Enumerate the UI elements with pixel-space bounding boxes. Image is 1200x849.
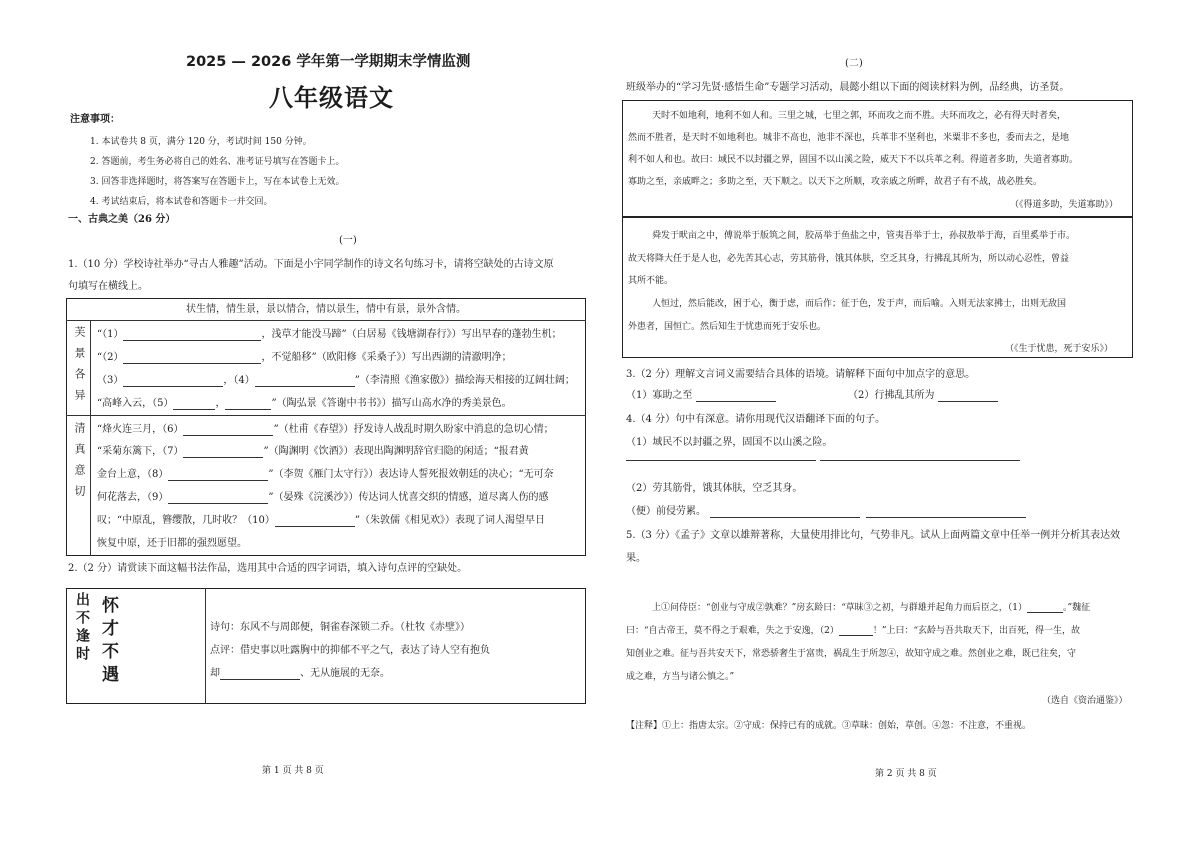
q3-answer-2[interactable] xyxy=(938,392,998,402)
right-page-footer: 第 2 页 共 8 页 xyxy=(875,769,937,779)
g1-line-2: “（2） ，不觉船移”（欧阳修《采桑子》）写出西湖的清澈明净； xyxy=(97,352,512,363)
q1-intro: 1.（10 分）学校诗社举办“寻古人雅趣”活动。下面是小宇同学制作的诗文名句练习卡，请将空缺处的古诗文原 xyxy=(68,259,554,270)
answer-blank-6[interactable] xyxy=(183,426,273,436)
passage-3-blank-2[interactable] xyxy=(839,626,873,636)
table-header: 状生情，情生景，景以情合，情以景生，情中有景，景外含情。 xyxy=(186,304,466,315)
q4-answer-1b[interactable] xyxy=(820,460,1020,461)
q3-prompt: 3.（2 分）理解文言词义需要结合具体的语境。请解释下面句中加点字的意思。 xyxy=(626,369,976,380)
notice-1: 1. 本试卷共 8 页，满分 120 分，考试时间 150 分钟。 xyxy=(90,137,312,147)
calligraphy-text-left: 出不逢时 xyxy=(74,592,90,664)
answer-blank-5b[interactable] xyxy=(225,400,271,410)
section-1-heading: 一、古典之美（26 分） xyxy=(68,214,176,225)
passage-2-source: （《生于忧患，死于安乐》） xyxy=(1005,344,1114,354)
g2-line-4: 何花落去，（9） ”（晏殊《浣溪沙》）传达词人忧喜交织的情感，道尽离人伤的感 xyxy=(97,492,549,503)
group-1-label: 芙景各异 xyxy=(73,326,86,410)
passage-2-line-5: 外患者，国恒亡。然后知生于忧患而死于安乐也。 xyxy=(628,322,827,332)
q4-item-2-cont: （便）前侵劳累。 xyxy=(626,506,1026,518)
passage-3-line-3: 知创业之难。征与吾共安天下，常恐骄奢生于富贵，祸乱生于所忽④，故知守成之难。然创业之难，既已往矣，守 xyxy=(626,649,1077,659)
q4-answer-1a[interactable] xyxy=(626,460,816,461)
g2-line-3: 金台上意，（8） ”（李贺《雁门太守行》）表达诗人誓死报效朝廷的决心；“无可奈 xyxy=(97,469,554,480)
q2-answer-blank[interactable] xyxy=(220,670,300,680)
passage-3-blank-1[interactable] xyxy=(1027,603,1063,613)
answer-blank-10[interactable] xyxy=(275,517,355,527)
passage-2-line-4: 人恒过，然后能改，困于心，衡于虑，而后作；征于色，发于声，而后喻。入则无法家拂士，出则无敌国 xyxy=(652,299,1067,309)
passage-3-line-4: 成之难，方当与诸公慎之。” xyxy=(626,672,735,682)
q3-item-2: （2）行拂乱其所为 xyxy=(848,390,998,402)
comment-line-2: 却 、无从施展的无奈。 xyxy=(210,668,390,679)
group-2-label: 清真意切 xyxy=(73,422,86,506)
calligraphy-text-right: 怀才不遇 xyxy=(98,596,118,688)
notice-heading: 注意事项： xyxy=(70,114,120,125)
answer-blank-3[interactable] xyxy=(123,377,223,387)
g2-line-1: “烽火连三月，（6） ”（杜甫《春望》）抒发诗人战乱时期久盼家中消息的急切心情； xyxy=(97,424,554,435)
g1-line-4: “高峰入云，（5） ， ”（陶弘景《答谢中书书》）描写山高水净的秀美景色。 xyxy=(97,398,512,409)
q3-answer-1[interactable] xyxy=(696,392,776,402)
q4-item-1: （1）域民不以封疆之界，固国不以山溪之险。 xyxy=(626,437,833,448)
passage-1-line-2: 然而不胜者，是天时不如地利也。城非不高也，池非不深也，兵革非不坚利也，米粟非不多也，委而去之，是地 xyxy=(628,133,1070,143)
passage-2-line-3: 其所不能。 xyxy=(628,276,674,286)
q2-intro: 2.（2 分）请赏读下面这幅书法作品，选用其中合适的四字词语，填入诗句点评的空缺处。 xyxy=(68,563,468,574)
poem-line: 诗句：东风不与周郎便，铜雀春深锁二乔。（杜牧《赤壁》） xyxy=(210,622,470,633)
table-divider xyxy=(66,320,586,321)
part-1-mark: (一) xyxy=(339,235,357,246)
q4-answer-2a[interactable] xyxy=(710,508,860,518)
exam-title: 2025 — 2026 学年第一学期期末学情监测 xyxy=(186,54,471,70)
left-page-footer: 第 1 页 共 8 页 xyxy=(262,766,324,776)
notice-3: 3. 回答非选择题时，将答案写在答题卡上，写在本试卷上无效。 xyxy=(90,177,345,187)
g1-line-3: （3） ，（4） ”（李清照《渔家傲》）描绘海天相接的辽阔壮阔； xyxy=(97,375,575,386)
answer-blank-1[interactable] xyxy=(123,331,261,341)
g2-line-2: “采菊东篱下，（7） ”（陶渊明《饮酒》）表现出陶渊明辞官归隐的闲适；“报君黄 xyxy=(97,446,529,457)
q5-prompt: 5.（3 分）《孟子》文章以雄辩著称，大量使用排比句，气势非凡。试从上面两篇文章中任举一例并分析其表达效 xyxy=(626,530,1121,541)
answer-blank-5a[interactable] xyxy=(173,400,215,410)
q4-item-2: （2）劳其筋骨，饿其体肤，空乏其身。 xyxy=(626,483,803,494)
q1-intro-cont: 句填写在横线上。 xyxy=(68,281,148,292)
passage-3-line-2: 曰：“自古帝王，莫不得之于艰难，失之于安逸，（2） ！”上曰：“玄龄与吾共取天下，出百死，得一生，故 xyxy=(626,626,1081,636)
calligraphy-artwork xyxy=(72,592,202,700)
table-divider xyxy=(66,415,586,416)
answer-blank-2[interactable] xyxy=(123,354,261,364)
g1-line-1: “（1） ，浅草才能没马蹄”（白居易《钱塘湖春行》）写出早春的蓬勃生机； xyxy=(97,329,562,340)
q3-item-1: （1）寡助之至 xyxy=(626,390,776,402)
annotations: 【注释】①上：指唐太宗。②守成：保持已有的成就。③草昧：创始，草创。④忽：不注意，不重视。 xyxy=(626,721,1032,731)
comment-line-1: 点评：借史事以吐露胸中的抑郁不平之气，表达了诗人空有抱负 xyxy=(210,645,490,656)
passage-1-source: （《得道多助，失道寡助》） xyxy=(1010,200,1119,210)
notice-4: 4. 考试结束后，将本试卷和答题卡一并交回。 xyxy=(90,197,273,207)
answer-blank-9[interactable] xyxy=(168,494,268,504)
passage-2-line-2: 故天将降大任于是人也，必先苦其心志，劳其筋骨，饿其体肤，空乏其身，行拂乱其所为，所以动心忍性，曾益 xyxy=(628,254,1070,264)
notice-2: 2. 答题前，考生务必将自己的姓名、准考证号填写在答题卡上。 xyxy=(90,157,345,167)
g2-line-5: 叹；“中原乱，簪缨散，几时收？（10） ”（朱敦儒《相见欢》）表现了词人渴望早日 xyxy=(97,515,545,526)
answer-blank-7[interactable] xyxy=(183,448,263,458)
passage-1-line-1: 天时不如地利，地利不如人和。三里之城，七里之郭，环而攻之而不胜。夫环而攻之，必有得天时者矣， xyxy=(652,111,1067,121)
g2-line-6: 恢复中原，还于旧都的强烈愿望。 xyxy=(97,538,247,549)
passage-1-line-4: 寡助之至，亲戚畔之；多助之至，天下顺之。以天下之所顺，攻亲戚之所畔，故君子有不战，战必胜矣。 xyxy=(628,177,1043,187)
answer-blank-8[interactable] xyxy=(168,471,268,481)
passage-3-source: （选自《资治通鉴》） xyxy=(1042,696,1128,706)
part-2-mark: (二) xyxy=(845,58,863,69)
q2-box-divider xyxy=(205,588,206,704)
subject-title: 八年级语文 xyxy=(269,84,394,112)
part-2-intro: 班级举办的“学习先贤·感悟生命”专题学习活动，晨懿小组以下面的阅读材料为例，品经典，访圣贤。 xyxy=(626,82,1070,93)
answer-blank-4[interactable] xyxy=(255,377,355,387)
passage-1-line-3: 利不如人和也。故曰：域民不以封疆之界，固国不以山溪之险，威天下不以兵革之利。得道者多助，失道者寡助。 xyxy=(628,155,1079,165)
passage-3-line-1: 上①问侍臣：“创业与守成②孰难？”房玄龄曰：“草昧③之初，与群雄并起角力而后臣之，（1） 。”魏征 xyxy=(652,603,1091,613)
q4-prompt: 4.（4 分）句中有深意。请你用现代汉语翻译下面的句子。 xyxy=(626,414,886,425)
q4-answer-2b[interactable] xyxy=(866,508,1026,518)
q5-prompt-cont: 果。 xyxy=(626,553,646,564)
table-column-divider xyxy=(90,320,91,556)
passage-2-line-1: 舜发于畎亩之中，傅说举于版筑之间，胶鬲举于鱼盐之中，管夷吾举于士，孙叔敖举于海，百里奚举于市。 xyxy=(652,231,1076,241)
